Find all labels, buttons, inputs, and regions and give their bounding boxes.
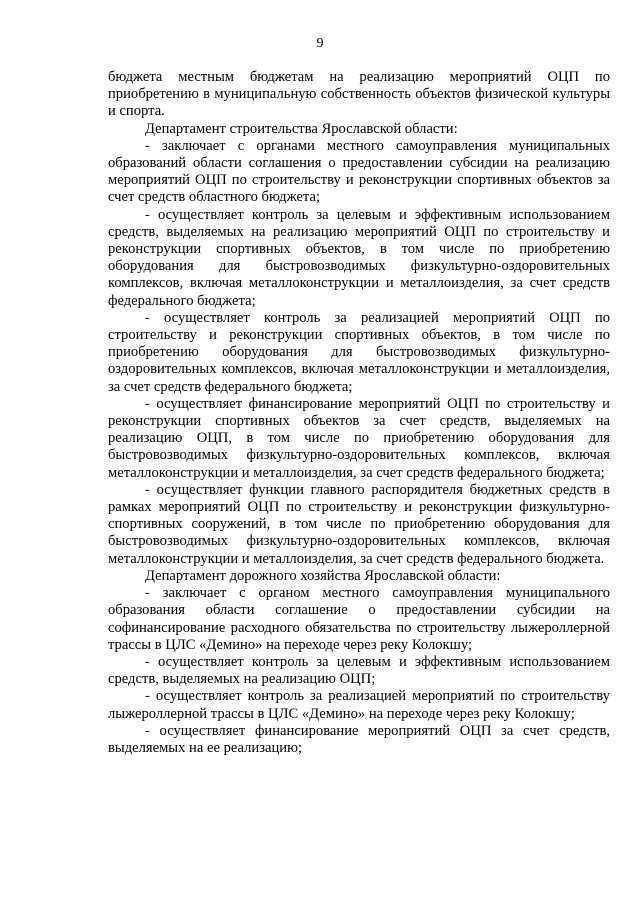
paragraph: - осуществляет контроль за целевым и эффективным использованием средств, выделяемых на реализацию мероприятий ОЦП по строительству и реконструкции спортивных объектов, в том числе по приобретению оборудования для быстровозводимых физкультурно-оздоровительных комплексов, включая металлоконструкции и металлоизделия, за счет средств федерального бюджета; [108, 206, 610, 309]
paragraph: - заключает с органами местного самоуправления муниципальных образований области соглашения о предоставлении субсидии на реализацию мероприятий ОЦП по строительству и реконструкции спортивных объектов за счет средств областного бюджета; [108, 137, 610, 206]
paragraph: - осуществляет финансирование мероприятий ОЦП за счет средств, выделяемых на ее реализацию; [108, 722, 610, 756]
paragraph: Департамент строительства Ярославской области: [145, 120, 458, 137]
paragraph: - осуществляет контроль за целевым и эффективным использованием средств, выделяемых на реализацию ОЦП; [108, 653, 610, 688]
paragraph: - осуществляет контроль за реализацией мероприятий ОЦП по строительству и реконструкции спортивных объектов, в том числе по приобретению оборудования для быстровозводимых физкультурно-оздоровительных комплексов, включая металлоконструкции и металлоизделия, за счет средств федерального бюджета; [108, 309, 610, 395]
page-number: 9 [316, 36, 324, 51]
paragraph: - осуществляет контроль за реализацией мероприятий по строительству лыжероллерной трассы в ЦЛС «Демино» на переходе через реку Колокшу; [108, 688, 610, 722]
paragraph: - осуществляет финансирование мероприятий ОЦП по строительству и реконструкции спортивных объектов за счет средств, выделяемых на реализацию ОЦП, в том числе по приобретению оборудования для быстровозводимых физкультурно-оздоровительных комплексов, включая металлоконструкции и металлоизделия, за счет средств федерального бюджета; [108, 395, 610, 481]
paragraph: Департамент дорожного хозяйства Ярославской области: [145, 567, 501, 584]
paragraph: бюджета местным бюджетам на реализацию мероприятий ОЦП по приобретению в муниципальную собственность объектов физической культуры и спорта. [108, 69, 610, 120]
paragraph: - осуществляет функции главного распорядителя бюджетных средств в рамках мероприятий ОЦП по строительству и реконструкции физкультурно-спортивных сооружений, в том числе по приобретению оборудования для быстровозводимых физкультурно-оздоровительных комплексов, включая металлоконструкции и металлоизделия, за счет средств федерального бюджета. [108, 481, 610, 567]
document-body [108, 69, 610, 757]
paragraph: - заключает с органом местного самоуправления муниципального образования области соглашение о предоставлении субсидии на софинансирование расходного обязательства по строительству лыжероллерной трассы в ЦЛС «Демино» на переходе через реку Колокшу; [108, 585, 610, 653]
